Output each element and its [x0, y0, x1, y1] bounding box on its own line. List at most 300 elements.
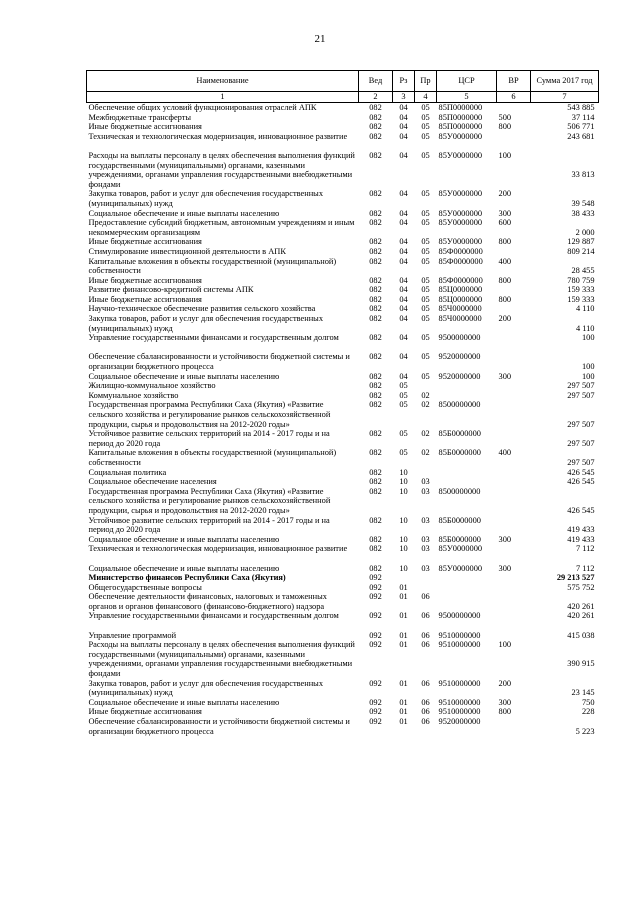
cell-pr	[415, 621, 437, 631]
cell-csr	[437, 343, 497, 353]
cell-csr: 9500000000	[438, 333, 481, 343]
cell-sum	[531, 247, 599, 257]
col-header-rz: Рз	[393, 71, 415, 92]
col-header-sum: Сумма 2017 год	[531, 71, 599, 92]
table-body	[87, 103, 599, 737]
cell-ved: 082	[369, 189, 382, 199]
table-row	[87, 679, 599, 698]
cell-sum	[531, 189, 599, 208]
cell-pr: 06	[421, 630, 430, 640]
cell-vr	[497, 621, 531, 631]
cell-csr: 85Ф0000000	[438, 256, 483, 266]
cell-vr: 800	[498, 294, 512, 304]
cell-name: Социальное обеспечение и иные выплаты населению	[88, 208, 280, 218]
cell-pr	[415, 141, 437, 151]
cell-csr: 9510000000	[438, 697, 481, 707]
cell-pr: 05	[421, 150, 430, 160]
cell-rz: 04	[399, 189, 408, 199]
cell-pr: 03	[421, 477, 430, 487]
cell-ved: 082	[369, 237, 382, 247]
cell-sum	[531, 564, 599, 574]
cell-vr	[497, 611, 531, 621]
cell-sum-value: 100	[581, 362, 595, 372]
cell-sum-value: 159 333	[567, 285, 595, 295]
cell-pr: 05	[421, 256, 430, 266]
table-row	[87, 640, 599, 678]
cell-name: Расходы на выплаты персоналу в целях обеспечения выполнения функций государственными (муниципальными) органами, казенными учреждениями, органами управления государственными внебюджетными фондами	[88, 150, 355, 189]
cell-ved: 082	[369, 429, 382, 439]
cell-csr: 9510000000	[438, 678, 481, 688]
col-header-pr: Пр	[415, 71, 437, 92]
cell-ved: 092	[369, 640, 382, 650]
cell-sum	[531, 640, 599, 678]
cell-name: Развитие финансово-кредитной системы АПК	[88, 285, 254, 295]
cell-sum	[531, 141, 599, 151]
table-row	[87, 141, 599, 151]
cell-ved: 092	[369, 611, 382, 621]
cell-vr	[497, 592, 531, 611]
cell-pr: 02	[421, 400, 430, 410]
cell-pr: 06	[421, 717, 430, 726]
cell-ved: 082	[369, 381, 382, 391]
table-row	[87, 583, 599, 593]
cell-pr: 05	[421, 314, 430, 324]
cell-rz: 04	[399, 304, 408, 314]
cell-rz: 04	[399, 275, 408, 285]
cell-sum-value: 297 507	[567, 457, 595, 467]
cell-rz: 01	[399, 707, 408, 717]
table-row	[87, 564, 599, 574]
cell-csr	[437, 621, 497, 631]
cell-sum	[531, 132, 599, 142]
cell-sum	[531, 314, 599, 333]
cell-ved: 082	[369, 515, 382, 525]
cell-csr: 85Ф0000000	[438, 275, 483, 285]
cell-ved: 082	[369, 304, 382, 314]
cell-rz: 01	[399, 678, 408, 688]
cell-rz: 01	[399, 630, 408, 640]
cell-vr: 400	[498, 256, 512, 266]
table-row	[87, 218, 599, 237]
cell-vr: 300	[498, 697, 512, 707]
cell-rz: 10	[399, 486, 408, 496]
cell-sum	[531, 516, 599, 535]
cell-sum	[531, 103, 599, 113]
cell-ved: 082	[369, 275, 382, 285]
cell-rz: 05	[399, 381, 408, 391]
table-row	[87, 487, 599, 516]
cell-sum	[531, 621, 599, 631]
cell-pr: 02	[421, 429, 430, 439]
cell-vr: 100	[498, 640, 512, 650]
cell-pr: 05	[421, 218, 430, 228]
cell-pr: 06	[421, 611, 430, 621]
col-header-ved: Вед	[359, 71, 393, 92]
cell-ved	[359, 554, 393, 564]
cell-pr: 05	[421, 371, 430, 381]
table-row	[87, 343, 599, 353]
cell-rz: 04	[399, 314, 408, 324]
cell-name: Закупка товаров, работ и услуг для обеспечения государственных (муниципальных) нужд	[88, 189, 324, 208]
cell-vr	[497, 631, 531, 641]
cell-name: Министерство финансов Республики Саха (Якутия)	[88, 573, 286, 583]
table-row	[87, 314, 599, 333]
cell-sum-value: 7 112	[575, 544, 595, 554]
cell-sum-value: 2 000	[575, 227, 595, 237]
cell-sum-value: 426 545	[567, 505, 595, 515]
table-row	[87, 295, 599, 305]
cell-sum-value: 297 507	[567, 381, 595, 391]
cell-ved	[359, 343, 393, 353]
cell-csr: 8500000000	[438, 400, 481, 410]
cell-vr	[497, 583, 531, 593]
cell-vr: 800	[498, 275, 512, 285]
cell-ved: 082	[369, 314, 382, 324]
cell-csr: 85Б0000000	[438, 429, 481, 439]
cell-rz: 10	[399, 467, 408, 477]
col-number: 4	[415, 92, 437, 103]
table-row	[87, 631, 599, 641]
table-row	[87, 189, 599, 208]
cell-sum-value: 159 333	[567, 294, 595, 304]
table-row	[87, 381, 599, 391]
cell-name: Межбюджетные трансферты	[88, 112, 192, 122]
cell-csr: 85П0000000	[438, 122, 483, 132]
cell-sum	[531, 448, 599, 467]
cell-vr	[497, 103, 531, 113]
cell-name: Обеспечение сбалансированности и устойчивости бюджетной системы и организации бюджетного процесса	[88, 717, 350, 736]
cell-csr: 9520000000	[438, 717, 481, 726]
cell-name: Социальное обеспечение и иные выплаты населению	[88, 534, 280, 544]
cell-rz	[393, 554, 415, 564]
cell-sum-value: 297 507	[567, 390, 595, 400]
cell-rz: 04	[399, 256, 408, 266]
cell-rz: 05	[399, 390, 408, 400]
cell-name: Управление программой	[88, 630, 177, 640]
cell-name: Техническая и технологическая модернизация, инновационное развитие	[88, 131, 348, 141]
cell-sum-value: 228	[581, 707, 595, 717]
cell-pr: 03	[421, 515, 430, 525]
cell-rz: 04	[399, 103, 408, 112]
cell-ved: 092	[369, 573, 382, 583]
cell-pr: 05	[421, 122, 430, 132]
cell-name: Жилищно-коммунальное хозяйство	[88, 381, 216, 391]
cell-pr: 03	[421, 534, 430, 544]
cell-pr: 05	[421, 131, 430, 141]
cell-csr: 85У0000000	[438, 150, 483, 160]
cell-sum	[531, 122, 599, 132]
cell-rz	[393, 343, 415, 353]
cell-sum	[531, 554, 599, 564]
cell-vr: 300	[498, 534, 512, 544]
cell-rz	[393, 621, 415, 631]
cell-sum	[531, 352, 599, 371]
cell-csr: 85Ч0000000	[438, 314, 482, 324]
cell-pr: 06	[421, 592, 430, 602]
cell-sum	[531, 304, 599, 314]
cell-pr	[415, 343, 437, 353]
cell-ved: 082	[369, 150, 382, 160]
budget-table	[86, 70, 599, 736]
cell-name: Коммунальное хозяйство	[88, 390, 179, 400]
cell-csr: 85У0000000	[438, 544, 483, 554]
cell-name: Социальное обеспечение и иные выплаты населению	[88, 371, 280, 381]
cell-ved: 082	[369, 246, 382, 256]
cell-ved: 082	[369, 112, 382, 122]
cell-pr: 06	[421, 640, 430, 650]
cell-rz: 01	[399, 717, 408, 726]
cell-sum-value: 809 214	[567, 246, 595, 256]
cell-ved	[359, 141, 393, 151]
cell-name: Государственная программа Республики Саха (Якутия) «Развитие сельского хозяйства и регулирование рынков сельскохозяйственной продукции, сырья и продовольствия на 2012-2020 годы»	[88, 486, 331, 515]
cell-pr: 05	[421, 333, 430, 343]
cell-sum	[531, 400, 599, 429]
cell-csr: 85П0000000	[438, 112, 483, 122]
cell-pr: 06	[421, 697, 430, 707]
cell-ved: 082	[369, 131, 382, 141]
cell-name: Предоставление субсидий бюджетным, автономным учреждениям и иным некоммерческим организациям	[88, 218, 355, 237]
cell-pr: 03	[421, 563, 430, 573]
cell-sum-value: 419 433	[567, 525, 595, 535]
cell-sum	[531, 372, 599, 382]
cell-name: Капитальные вложения в объекты государственной (муниципальной) собственности	[88, 448, 337, 467]
col-number: 1	[87, 92, 359, 103]
table-row	[87, 707, 599, 717]
cell-vr: 200	[498, 678, 512, 688]
cell-sum	[531, 113, 599, 123]
cell-ved: 082	[369, 122, 382, 132]
cell-name: Техническая и технологическая модернизация, инновационное развитие	[88, 544, 348, 554]
cell-sum-value: 100	[581, 371, 595, 381]
cell-vr	[497, 285, 531, 295]
cell-sum-value: 780 759	[567, 275, 595, 285]
cell-rz: 10	[399, 534, 408, 544]
cell-vr	[497, 477, 531, 487]
cell-sum	[531, 151, 599, 189]
cell-name: Закупка товаров, работ и услуг для обеспечения государственных (муниципальных) нужд	[88, 314, 324, 333]
cell-vr	[497, 381, 531, 391]
cell-name: Управление государственными финансами и государственным долгом	[88, 611, 339, 621]
cell-pr: 05	[421, 103, 430, 112]
cell-rz: 04	[399, 371, 408, 381]
table-row	[87, 276, 599, 286]
cell-csr	[437, 477, 497, 487]
cell-vr	[497, 132, 531, 142]
cell-sum	[531, 218, 599, 237]
cell-sum-value: 426 545	[567, 477, 595, 487]
cell-sum	[531, 707, 599, 717]
cell-name: Социальная политика	[88, 467, 167, 477]
cell-csr: 85Б0000000	[438, 534, 481, 544]
cell-name: Стимулирование инвестиционной деятельности в АПК	[88, 246, 286, 256]
cell-sum	[531, 209, 599, 219]
cell-rz: 10	[399, 477, 408, 487]
cell-pr: 02	[421, 390, 430, 400]
cell-vr: 800	[498, 237, 512, 247]
cell-csr: 9510000000	[438, 630, 481, 640]
table-row	[87, 554, 599, 564]
table-row	[87, 400, 599, 429]
cell-csr	[437, 141, 497, 151]
table-row	[87, 122, 599, 132]
table-row	[87, 103, 599, 113]
cell-vr: 800	[498, 707, 512, 717]
cell-pr: 05	[421, 275, 430, 285]
cell-sum	[531, 535, 599, 545]
cell-ved: 082	[369, 294, 382, 304]
cell-vr	[497, 573, 531, 583]
cell-vr: 500	[498, 112, 512, 122]
cell-name: Общегосударственные вопросы	[88, 582, 202, 592]
col-number: 7	[531, 92, 599, 103]
cell-pr	[415, 381, 437, 391]
cell-name: Социальное обеспечение населения	[88, 477, 217, 487]
cell-rz: 04	[399, 333, 408, 343]
cell-vr: 100	[498, 150, 512, 160]
cell-name	[87, 343, 359, 353]
cell-sum-value: 243 681	[567, 131, 595, 141]
cell-rz: 04	[399, 112, 408, 122]
cell-name: Обеспечение деятельности финансовых, налоговых и таможенных органов и органов финансового (финансово-бюджетного) надзора	[88, 592, 327, 611]
cell-sum	[531, 487, 599, 516]
cell-ved: 082	[369, 400, 382, 410]
cell-name: Социальное обеспечение и иные выплаты населению	[88, 563, 280, 573]
cell-name	[87, 554, 359, 564]
cell-name	[87, 621, 359, 631]
cell-sum-value: 419 433	[567, 534, 595, 544]
cell-pr: 05	[421, 189, 430, 199]
cell-name: Иные бюджетные ассигнования	[88, 237, 202, 247]
cell-ved: 092	[369, 630, 382, 640]
cell-sum-value: 415 038	[567, 630, 595, 640]
cell-sum-value: 33 813	[571, 170, 595, 180]
cell-vr: 200	[498, 314, 512, 324]
cell-csr	[437, 592, 497, 611]
cell-sum	[531, 544, 599, 554]
table-row	[87, 333, 599, 343]
cell-pr: 06	[421, 678, 430, 688]
cell-vr: 300	[498, 371, 512, 381]
cell-rz: 05	[399, 400, 408, 410]
cell-name: Социальное обеспечение и иные выплаты населению	[88, 697, 280, 707]
col-number: 3	[393, 92, 415, 103]
col-number: 5	[437, 92, 497, 103]
cell-rz	[393, 141, 415, 151]
cell-csr: 85Ч0000000	[438, 304, 482, 314]
cell-ved: 082	[369, 544, 382, 554]
cell-csr: 85Б0000000	[438, 448, 481, 458]
col-number: 6	[497, 92, 531, 103]
cell-pr	[415, 583, 437, 593]
cell-name: Устойчивое развитие сельских территорий на 2014 - 2017 годы и на период до 2020 года	[88, 515, 330, 535]
cell-rz: 04	[399, 218, 408, 228]
cell-name: Расходы на выплаты персоналу в целях обеспечения выполнения функций государственными (муниципальными) органами, казенными учреждениями, органами управления государственными внебюджетными фондами	[88, 640, 355, 679]
page-number: 21	[314, 33, 326, 45]
cell-vr	[497, 400, 531, 429]
cell-pr: 05	[421, 285, 430, 295]
cell-rz: 04	[399, 122, 408, 132]
table-row	[87, 621, 599, 631]
cell-name	[87, 141, 359, 151]
table-row	[87, 544, 599, 554]
cell-sum-value: 7 112	[575, 563, 595, 573]
cell-sum-value: 297 507	[567, 419, 595, 429]
table-row	[87, 113, 599, 123]
table-row	[87, 592, 599, 611]
table-row	[87, 132, 599, 142]
cell-sum	[531, 429, 599, 448]
cell-rz: 05	[399, 448, 408, 458]
cell-sum-value: 420 261	[567, 611, 595, 621]
cell-rz	[393, 573, 415, 583]
cell-vr	[497, 391, 531, 401]
table-row	[87, 304, 599, 314]
table-row	[87, 391, 599, 401]
cell-ved: 082	[369, 563, 382, 573]
table-row	[87, 516, 599, 535]
cell-pr: 02	[421, 448, 430, 458]
cell-sum-value: 23 145	[571, 688, 595, 698]
cell-csr: 85П0000000	[438, 103, 483, 112]
cell-rz: 04	[399, 131, 408, 141]
cell-csr: 85Ц0000000	[438, 294, 483, 304]
cell-sum	[531, 295, 599, 305]
cell-vr: 400	[498, 448, 512, 458]
cell-ved: 082	[369, 534, 382, 544]
cell-sum-value: 506 771	[567, 122, 595, 132]
cell-ved: 082	[369, 477, 382, 487]
cell-sum-value: 575 752	[567, 582, 595, 592]
cell-pr: 06	[421, 707, 430, 717]
cell-sum-value: 426 545	[567, 467, 595, 477]
cell-vr	[497, 554, 531, 564]
cell-ved: 082	[369, 352, 382, 362]
cell-csr: 85Б0000000	[438, 515, 481, 525]
cell-vr	[497, 247, 531, 257]
table-row	[87, 352, 599, 371]
cell-pr	[415, 573, 437, 583]
table-row	[87, 611, 599, 621]
table-row	[87, 429, 599, 448]
cell-rz: 01	[399, 611, 408, 621]
cell-csr	[437, 381, 497, 391]
table-row	[87, 573, 599, 583]
cell-vr	[497, 717, 531, 736]
cell-csr: 9510000000	[438, 707, 481, 717]
cell-pr: 05	[421, 208, 430, 218]
cell-csr: 9520000000	[438, 371, 481, 381]
cell-rz: 10	[399, 563, 408, 573]
cell-sum	[531, 343, 599, 353]
cell-sum	[531, 237, 599, 247]
table-header	[87, 71, 599, 103]
cell-rz: 01	[399, 592, 408, 602]
cell-sum	[531, 477, 599, 487]
cell-csr: 85У0000000	[438, 189, 483, 199]
table-row	[87, 237, 599, 247]
cell-ved: 092	[369, 717, 382, 726]
cell-csr: 85У0000000	[438, 237, 483, 247]
cell-sum	[531, 679, 599, 698]
cell-csr: 85У0000000	[438, 563, 483, 573]
cell-vr	[497, 304, 531, 314]
cell-rz: 04	[399, 246, 408, 256]
cell-ved: 082	[369, 486, 382, 496]
cell-sum-value: 5 223	[575, 726, 595, 736]
cell-sum	[531, 391, 599, 401]
cell-sum-value: 750	[581, 697, 595, 707]
cell-pr: 05	[421, 304, 430, 314]
